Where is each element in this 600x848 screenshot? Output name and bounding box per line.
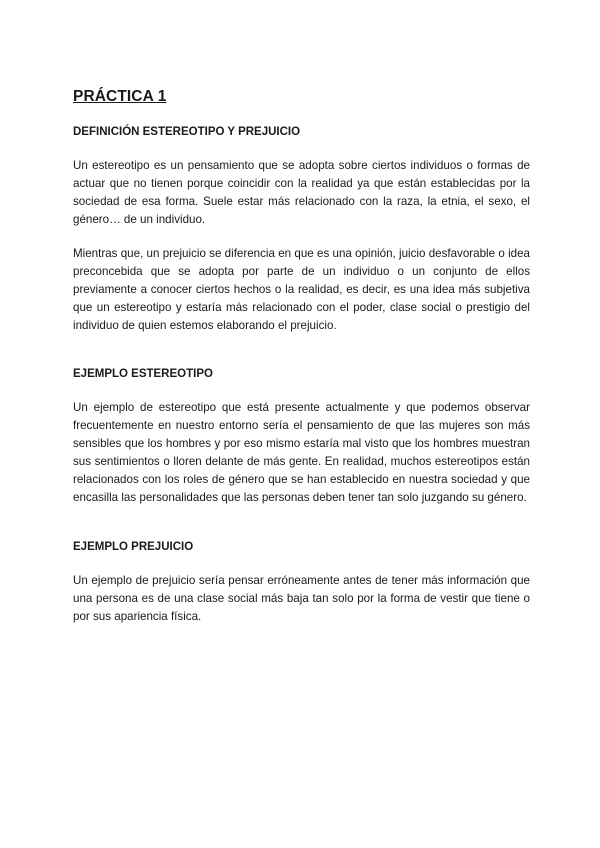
section-heading-ejemplo-prejuicio: EJEMPLO PREJUICIO <box>73 541 194 553</box>
paragraph-definicion-estereotipo: Un estereotipo es un pensamiento que se adopta sobre ciertos individuos o formas de actuar que no tienen porque coincidir con la realidad ya que están establecidas por la sociedad de esa forma. Suele estar más relacionado con la raza, la etnia, el sexo, el género… de un individuo. <box>73 159 530 226</box>
paragraph-ejemplo-estereotipo: Un ejemplo de estereotipo que está presente actualmente y que podemos observar frecuentemente en nuestro entorno sería el pensamiento de que las mujeres son más sensibles que los hombres y por eso mismo estaría mal visto que los hombres muestran sus sentimientos o lloren delante de más gente. En realidad, muchos estereotipos están relacionados con los roles de género que se han establecido en nuestra sociedad y que encasilla las personalidades que las personas deben tener tan solo juzgando su género. <box>73 401 530 504</box>
document-title: PRÁCTICA 1 <box>73 88 167 105</box>
document-body <box>73 88 530 626</box>
section-heading-definicion: DEFINICIÓN ESTEREOTIPO Y PREJUICIO <box>73 126 301 138</box>
paragraph-definicion-prejuicio: Mientras que, un prejuicio se diferencia en que es una opinión, juicio desfavorable o idea preconcebida que se adopta por parte de un individuo o un conjunto de ellos previamente a conocer ciertos hechos o la realidad, es decir, es una idea más subjetiva que un estereotipo y estaría más relacionado con el poder, clase social o prestigio del individuo de quien estemos elaborando el prejuicio. <box>73 247 530 332</box>
paragraph-ejemplo-prejuicio: Un ejemplo de prejuicio sería pensar erróneamente antes de tener más información que una persona es de una clase social más baja tan solo por la forma de vestir que tiene o por sus apariencia física. <box>73 574 530 623</box>
section-heading-ejemplo-estereotipo: EJEMPLO ESTEREOTIPO <box>73 368 213 380</box>
